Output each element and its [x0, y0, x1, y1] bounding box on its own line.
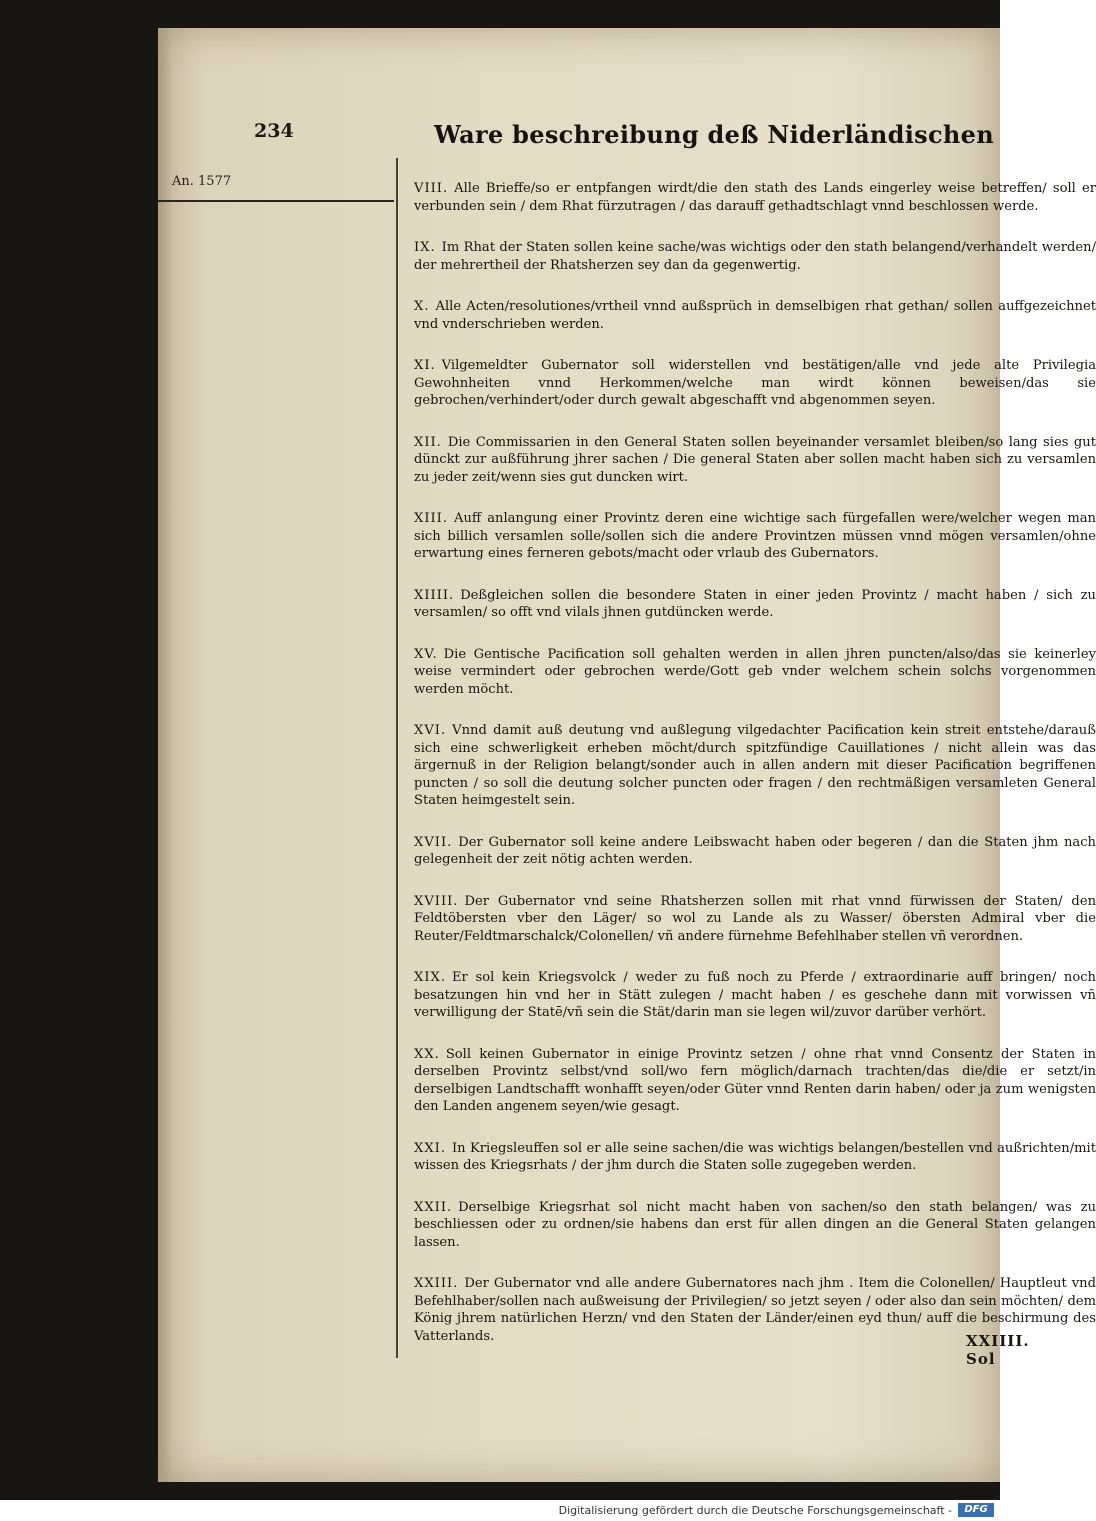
page-number: 234: [254, 120, 294, 142]
column-rule: [396, 158, 398, 1358]
funding-credit: Digitalisierung gefördert durch die Deutsche Forschungsgemeinschaft -: [558, 1504, 952, 1517]
article-text: Im Rhat der Staten sollen keine sache/was wichtigs oder den stath belangend/verhandelt werden/ der mehrertheil der Rhatsherzen sey dan da gegenwertig.: [414, 240, 1096, 273]
article-number: XIII.: [414, 511, 449, 526]
article-number: XII.: [414, 434, 442, 450]
article-text: Die Commissarien in den General Staten sollen beyeinander versamlet bleiben/so lang sies gut dünckt zur außführung jhrer sachen / Die general Staten aber sollen macht haben sich zu versamlen zu jeder zeit/wenn sies gut duncken wirt.: [414, 434, 1096, 485]
margin-rule: [158, 200, 394, 202]
article: [414, 239, 1096, 274]
article-text: Derselbige Kriegsrhat sol nicht macht haben von sachen/so den stath belangen/ was zu beschliessen oder zu ordnen/sie habens dan erst für allen dingen an die General Staten gelangen lassen.: [414, 1199, 1096, 1250]
article: [414, 646, 1096, 699]
page-header: [254, 120, 994, 152]
article-number: XV.: [414, 646, 438, 662]
article-number: XIX.: [414, 970, 446, 985]
footer-bar: [0, 1500, 1000, 1521]
article-text: Der Gubernator soll keine andere Leibswacht haben oder begeren / dan die Staten jhm nach gelegenheit der zeit nötig achten werden.: [414, 834, 1096, 867]
article: [414, 180, 1096, 215]
article-number: IX.: [414, 240, 436, 255]
article-text: Deßgleichen sollen die besondere Staten in einer jeden Provintz / macht haben / sich zu versamlen/ so offt vnd vilals jhnen gutdüncken werde.: [414, 587, 1096, 620]
article-number: XXIII.: [414, 1276, 459, 1291]
catchword: XXIIII. Sol: [966, 1332, 1030, 1368]
article-number: XXII.: [414, 1199, 453, 1215]
book-page: [158, 28, 1096, 1482]
article: [414, 434, 1096, 487]
article-text: Der Gubernator vnd seine Rhatsherzen sollen mit rhat vnnd fürwissen der Staten/ den Feldtöbersten vber den Läger/ so wol zu Lande als zu Wasser/ öbersten Admiral vber die Reuter/Feldtmarschalck/Colonellen/ vñ andere fürnehme Befehlhaber stellen vñ verordnen.: [414, 893, 1096, 944]
article-text: Alle Brieffe/so er entpfangen wirdt/die den stath des Lands eingerley weise betreffen/ soll er verbunden sein / dem Rhat fürzutragen / das darauff gethadtschlagt vnnd beschlossen werde.: [414, 181, 1096, 214]
article-text: Alle Acten/resolutiones/vrtheil vnnd außsprüch in demselbigen rhat gethan/ sollen auffgezeichnet vnd vnderschrieben werden.: [414, 299, 1096, 332]
article-number: XVIII.: [414, 893, 459, 909]
article-text: Er sol kein Kriegsvolck / weder zu fuß noch zu Pferde / extraordinarie auff bringen/ noch besatzungen hin vnd her in Stätt zulegen / macht haben / es geschehe dann mit vorwissen vñ verwilligung der Statē/vñ sein die Stät/darin man sie legen wil/zuvor darüber verhört.: [414, 970, 1096, 1020]
article: [414, 1199, 1096, 1252]
dfg-logo: DFG: [958, 1503, 994, 1517]
article-text: Vilgemeldter Gubernator soll widerstellen vnd bestätigen/alle vnd jede alte Privilegia Gewohnheiten vnnd Herkommen/welche man wirdt können beweisen/das sie gebrochen/verhindert/oder durch gewalt abgeschafft vnd abgenommen seyen.: [414, 358, 1096, 408]
article: [414, 587, 1096, 622]
article: [414, 357, 1096, 410]
article-number: XI.: [414, 358, 436, 373]
article-text: Die Gentische Pacification soll gehalten werden in allen jhren puncten/also/das sie keinerley weise vermindert oder gebrochen werde/Gott geb vnder welchem schein solchs vorgenommen werden möcht.: [414, 646, 1096, 697]
article: [414, 722, 1096, 810]
article-text: Der Gubernator vnd alle andere Gubernatores nach jhm . Item die Colonellen/ Hauptleut vnd Befehlhaber/sollen nach außweisung der Privilegien/ so jetzt seyen / oder also dan sein möchten/ dem König jhrem natürlichen Herzn/ vnd den Staten der Länder/einen eyd thun/ auff die beschirmung des Vatterlands.: [414, 1276, 1096, 1344]
page-gutter-shadow: [158, 28, 172, 1482]
article-number: XVII.: [414, 834, 453, 850]
body-text: [414, 180, 1096, 1369]
article-number: XIIII.: [414, 587, 455, 603]
article-number: XX.: [414, 1046, 440, 1062]
margin-year-note: An. 1577: [172, 174, 232, 189]
article-number: VIII.: [414, 181, 449, 196]
article-number: XVI.: [414, 723, 447, 738]
article-text: In Kriegsleuffen sol er alle seine sachen/die was wichtigs belangen/bestellen vnd außrichten/mit wissen des Kriegsrhats / der jhm durch die Staten solle zugegeben werden.: [414, 1140, 1096, 1173]
article: [414, 969, 1096, 1022]
article-text: Soll keinen Gubernator in einige Provintz setzen / ohne rhat vnnd Consentz der Staten in derselben Provintz selbst/vnd soll/wo fern möglich/darnach trachten/das die/die er setzt/in derselbigen Landtschafft wonhafft seyen/oder Güter vnnd Renten darin haben/ oder ja zum wenigsten den Landen angenem seyen/wie gesagt.: [414, 1046, 1096, 1114]
article: [414, 893, 1096, 946]
article-number: XXI.: [414, 1140, 446, 1156]
running-title: Ware beschreibung deß Niderländischen: [434, 120, 994, 149]
article: [414, 298, 1096, 333]
article: [414, 834, 1096, 869]
article: [414, 1046, 1096, 1116]
article-text: Auff anlangung einer Provintz deren eine wichtige sach fürgefallen were/welcher wegen man sich billich versamlen solle/sollen sich die andere Provintzen müssen vnnd mögen versamlen/ohne erwartung eines ferneren gebots/macht oder vrlaub des Gubernators.: [414, 511, 1096, 561]
article-text: Vnnd damit auß deutung vnd außlegung vilgedachter Pacification kein streit entstehe/darauß sich eine schwerligkeit erheben möcht/durch spitzfündige Cauillationes / nicht allein was das ärgernuß in der Religion belangt/sonder auch in allen andern mit dieser Pacification begriffenen puncten / so soll die deutung solcher puncten oder fragen / den rechtmäßigen versamleten General Staten heimgestelt sein.: [414, 723, 1096, 808]
article: [414, 1140, 1096, 1175]
article: [414, 510, 1096, 563]
article-number: X.: [414, 299, 430, 314]
